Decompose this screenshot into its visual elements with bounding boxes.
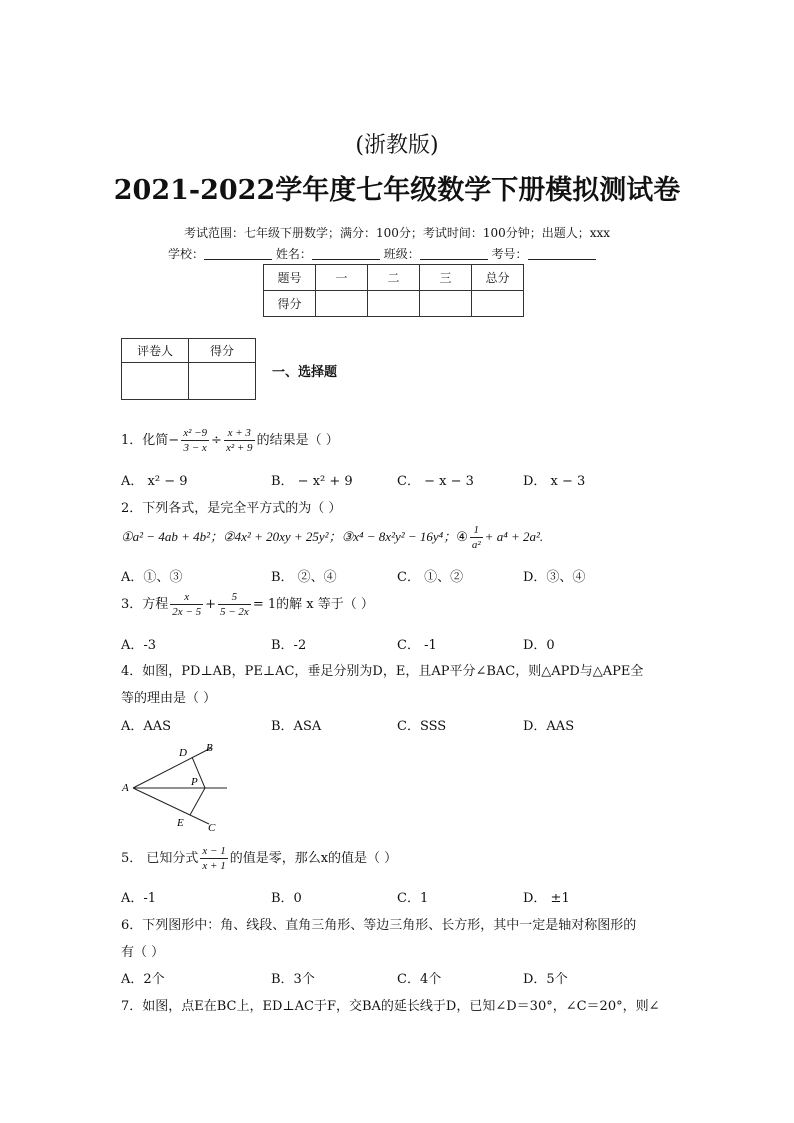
score-header-cell: 二	[368, 265, 420, 291]
grader-score-header: 得分	[189, 339, 256, 363]
q3-operator: +	[205, 597, 216, 612]
q2-item-4-lead: ④	[456, 530, 468, 545]
q5-tail: 的值是零，那么x的值是（ ）	[229, 851, 398, 866]
name-label: 姓名：	[275, 247, 312, 261]
score-header-cell: 一	[316, 265, 368, 291]
q5-option-a[interactable]: A．-1	[121, 891, 157, 906]
score-row-label: 得分	[264, 291, 316, 317]
label-c: C	[208, 822, 216, 834]
segment-pe	[190, 788, 205, 815]
q2-item-4-tail: + a⁴ + 2a².	[484, 529, 544, 544]
school-label: 学校：	[168, 247, 205, 261]
score-cell[interactable]	[472, 291, 524, 317]
score-cell[interactable]	[368, 291, 420, 317]
score-table	[263, 264, 524, 317]
q2-item-4-fraction: $\frac{1}{\text{a²}}$	[471, 524, 481, 551]
q3-tail: = 1的解 x 等于（ ）	[252, 597, 374, 612]
ray-ac	[133, 788, 209, 824]
q2-item-3: ③x⁴ − 8x²y² − 16y⁴；	[341, 529, 457, 544]
grader-score-cell[interactable]	[189, 363, 256, 400]
exam-title: 2021-2022学年度七年级数学下册模拟测试卷	[113, 175, 681, 206]
q1-fraction-2: $\frac{x + 3}{\text{x² + 9}}$	[225, 427, 253, 454]
q4-option-d[interactable]: D．AAS	[523, 719, 575, 734]
label-p: P	[191, 776, 198, 788]
q5-option-c[interactable]: C．1	[397, 891, 429, 906]
label-d: D	[179, 747, 187, 759]
question-5	[121, 844, 397, 873]
q4-line-1: 4．如图，PD⊥AB，PE⊥AC，垂足分别为D，E，且AP平分∠BAC，则△APD与△APE全	[121, 664, 644, 679]
q2-item-2: ②4x² + 20xy + 25y²；	[223, 529, 342, 544]
score-cell[interactable]	[420, 291, 472, 317]
q1-option-d[interactable]: D． x − 3	[523, 474, 586, 489]
q5-fraction: $\frac{x - 1}{x + 1}$	[202, 845, 226, 872]
q3-option-a[interactable]: A．-3	[121, 638, 157, 653]
exam-info: 考试范围：七年级下册数学；满分：100分；考试时间：100分钟；出题人；xxx	[183, 226, 611, 240]
section-title: 一、选择题	[272, 365, 338, 380]
q2-option-b[interactable]: B． ②、④	[271, 570, 337, 585]
class-field[interactable]	[420, 247, 488, 260]
q3-fraction-1: $\frac{x}{2x - 5}$	[172, 591, 202, 618]
q6-line-2: 有（ ）	[121, 945, 165, 960]
q6-option-a[interactable]: A．2个	[121, 972, 165, 987]
ray-ab	[133, 748, 211, 788]
score-header-cell: 总分	[472, 265, 524, 291]
q2-items	[121, 523, 543, 552]
q2-item-1: ①a² − 4ab + 4b²；	[121, 529, 223, 544]
school-field[interactable]	[204, 247, 272, 260]
q1-operator: ÷	[211, 433, 222, 448]
q4-figure	[115, 738, 235, 838]
q4-line-2: 等的理由是（ ）	[121, 691, 217, 706]
score-header-cell: 题号	[264, 265, 316, 291]
q6-option-b[interactable]: B．3个	[271, 972, 315, 987]
q5-lead: 5． 已知分式	[121, 851, 199, 866]
score-cell[interactable]	[316, 291, 368, 317]
q1-option-a[interactable]: A． x² − 9	[121, 474, 188, 489]
q6-option-d[interactable]: D．5个	[523, 972, 568, 987]
q5-option-b[interactable]: B．0	[271, 891, 302, 906]
q6-option-c[interactable]: C．4个	[397, 972, 442, 987]
q3-option-d[interactable]: D．0	[523, 638, 555, 653]
student-id-line	[168, 245, 596, 262]
label-b: B	[206, 742, 213, 754]
q1-fraction-1: $\frac{\text{x² −9}}{3 - x}$	[183, 427, 208, 454]
q6-line-1: 6．下列图形中：角、线段、直角三角形、等边三角形、长方形，其中一定是轴对称图形的	[121, 918, 637, 933]
q3-lead: 3．方程	[121, 597, 169, 612]
q2-option-d[interactable]: D．③、④	[523, 570, 586, 585]
label-a: A	[122, 782, 129, 794]
q3-fraction-2: $\frac{5}{5 - 2x}$	[220, 591, 249, 618]
exam-number-field[interactable]	[528, 247, 596, 260]
q1-option-c[interactable]: C． − x − 3	[397, 474, 474, 489]
question-1: 1．化简− $\frac{\text{x² −9}}{3 - x}$ ÷ $\frac{x + 3}{\text{x² + 9}}$ 的结果是（ ）	[121, 427, 339, 454]
q7-line-1: 7．如图，点E在BC上，ED⊥AC于F，交BA的延长线于D，已知∠D＝30°，∠C＝20°，则∠	[121, 999, 660, 1014]
grader-header: 评卷人	[122, 339, 189, 363]
q3-option-c[interactable]: C． -1	[397, 638, 437, 653]
q4-option-c[interactable]: C．SSS	[397, 719, 447, 734]
name-field[interactable]	[312, 247, 380, 260]
edition-label: (浙教版)	[355, 133, 439, 158]
grader-table	[121, 338, 256, 400]
q3-option-b[interactable]: B．-2	[271, 638, 307, 653]
q4-option-b[interactable]: B．ASA	[271, 719, 322, 734]
q2-stem: 2．下列各式，是完全平方式的为（ ）	[121, 501, 342, 516]
q1-option-b[interactable]: B． − x² + 9	[271, 474, 353, 489]
q1-tail: 的结果是（ ）	[256, 433, 339, 448]
q4-option-a[interactable]: A．AAS	[121, 719, 172, 734]
class-label: 班级：	[383, 247, 420, 261]
score-header-cell: 三	[420, 265, 472, 291]
grader-cell[interactable]	[122, 363, 189, 400]
exam-number-label: 考号：	[491, 247, 528, 261]
question-3	[121, 590, 374, 619]
q1-lead: 1．化简	[121, 433, 169, 448]
q5-option-d[interactable]: D． ±1	[523, 891, 570, 906]
q2-option-c[interactable]: C． ①、②	[397, 570, 464, 585]
label-e: E	[177, 817, 184, 829]
q2-option-a[interactable]: A．①、③	[121, 570, 183, 585]
